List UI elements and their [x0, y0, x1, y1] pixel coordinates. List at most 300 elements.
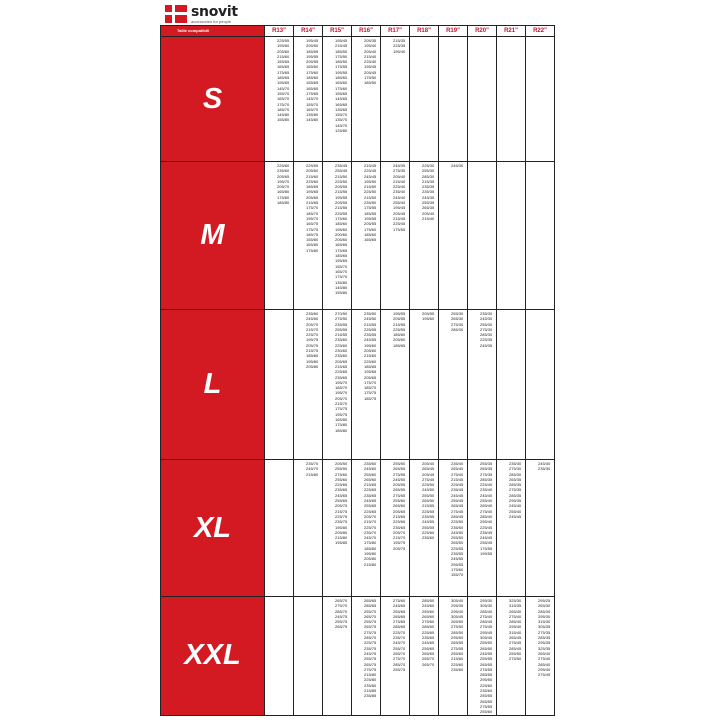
tire-size-cell [468, 460, 497, 597]
tire-size: 245/30 [451, 163, 464, 168]
tire-size: 305/35 [538, 624, 551, 630]
tire-size: 225/40 [364, 59, 377, 65]
tire-size-cell [323, 162, 352, 310]
tire-size: 265/35 [422, 205, 435, 211]
tire-size: 225/80 [364, 677, 377, 683]
tire-size: 145/70 [335, 122, 348, 128]
tire-size: 245/70 [393, 640, 406, 646]
tire-size: 255/70 [364, 608, 377, 614]
tire-size: 225/60 [306, 178, 319, 184]
tire-size: 275/75 [364, 666, 377, 672]
tire-size: 175/65 [277, 69, 290, 75]
tire-size: 255/50 [509, 650, 522, 656]
tire-size: 225/75 [364, 640, 377, 646]
rim-size-header: R19" [439, 26, 468, 37]
tire-size-cell [439, 310, 468, 460]
tire-size: 245/40 [393, 194, 406, 200]
tire-size: 245/55 [364, 337, 377, 343]
tire-size: 245/45 [480, 535, 493, 541]
tire-size: 205/55 [335, 200, 348, 206]
tire-size: 235/45 [451, 487, 464, 493]
tire-size: 265/45 [509, 635, 522, 641]
tire-size: 225/45 [393, 221, 406, 227]
rim-size-header: R16" [352, 26, 381, 37]
tire-size: 285/70 [393, 661, 406, 667]
tire-size: 215/75 [335, 508, 348, 514]
tire-size: 175/80 [364, 540, 377, 546]
tire-size: 235/60 [480, 688, 493, 694]
tire-size: 315/30 [538, 619, 551, 625]
tire-size: 185/65 [393, 342, 406, 348]
tire-size: 265/50 [480, 645, 493, 651]
tire-size: 155/70 [335, 112, 348, 118]
tire-size: 215/55 [393, 321, 406, 327]
tire-size: 315/40 [509, 629, 522, 635]
tire-size: 285/70 [335, 608, 348, 614]
tire-size: 175/50 [335, 53, 348, 59]
tire-size: 255/55 [451, 561, 464, 567]
tire-size-cell [265, 310, 294, 460]
tire-size: 175/55 [393, 226, 406, 232]
brand-tagline: accessories for people [191, 18, 232, 24]
tire-size: 265/70 [393, 650, 406, 656]
tire-size: 185/75 [306, 231, 319, 237]
tire-size: 235/65 [364, 492, 377, 498]
tire-size-cell [381, 460, 410, 597]
tire-size: 255/65 [364, 503, 377, 509]
size-label: XL [193, 511, 232, 544]
tire-size: 155/80 [306, 237, 319, 243]
tire-size: 245/50 [364, 316, 377, 322]
size-label: XXL [184, 639, 241, 672]
tire-size-cell [352, 37, 381, 162]
tire-size-cell [526, 597, 555, 716]
tire-size: 225/65 [422, 629, 435, 635]
tire-size: 215/45 [451, 476, 464, 482]
tire-size: 275/55 [393, 471, 406, 477]
tire-size: 195/55 [480, 551, 493, 557]
tire-size: 275/40 [509, 613, 522, 619]
tire-size: 215/40 [364, 53, 377, 59]
tire-size: 235/35 [422, 189, 435, 195]
tire-size: 215/60 [306, 173, 319, 179]
tire-size: 265/75 [364, 661, 377, 667]
tire-size: 255/60 [422, 608, 435, 614]
tire-size-cell [497, 162, 526, 310]
tire-size: 255/30 [422, 168, 435, 174]
tire-size-cell [265, 37, 294, 162]
tire-size: 235/65 [335, 374, 348, 380]
tire-size: 205/60 [277, 48, 290, 54]
tire-size: 205/80 [306, 363, 319, 369]
tire-size: 265/30 [538, 603, 551, 609]
tire-size: 215/80 [306, 471, 319, 477]
tire-size: 225/40 [393, 184, 406, 190]
tire-size: 175/70 [277, 101, 290, 107]
tire-size-cell [294, 310, 323, 460]
tire-size: 275/50 [451, 624, 464, 630]
tire-size-cell [526, 162, 555, 310]
tire-size: 195/75 [393, 540, 406, 546]
tire-size: 225/40 [480, 482, 493, 488]
tire-size: 255/50 [480, 640, 493, 646]
tire-size: 215/85 [364, 688, 377, 694]
tire-size: 215/70 [335, 401, 348, 407]
tire-size: 305/30 [480, 603, 493, 609]
size-row [161, 460, 555, 597]
tire-size: 215/50 [364, 184, 377, 190]
tire-size: 215/65 [393, 513, 406, 519]
tire-size: 285/65 [393, 624, 406, 630]
tire-size: 225/50 [364, 189, 377, 195]
tire-size: 155/70 [306, 101, 319, 107]
tire-size: 145/80 [335, 284, 348, 290]
tire-size: 215/65 [306, 200, 319, 206]
tire-size: 235/30 [538, 466, 551, 472]
tire-size: 215/35 [422, 178, 435, 184]
tire-size-cell [323, 460, 352, 597]
tire-size: 265/45 [451, 503, 464, 509]
tire-size: 265/30 [451, 316, 464, 322]
tire-size: 195/65 [277, 80, 290, 86]
tire-size: 255/60 [335, 476, 348, 482]
tire-size: 265/75 [364, 624, 377, 630]
tire-size-cell [468, 162, 497, 310]
tire-size: 235/65 [422, 635, 435, 641]
tire-size: 235/65 [393, 524, 406, 530]
tire-size: 205/70 [306, 321, 319, 327]
tire-size: 295/40 [480, 519, 493, 525]
tire-size: 205/35 [364, 38, 377, 43]
tire-size: 225/60 [422, 529, 435, 535]
tire-size: 235/60 [451, 666, 464, 672]
tire-size: 255/40 [509, 508, 522, 514]
tire-size: 165/60 [335, 80, 348, 86]
tire-size: 175/80 [306, 247, 319, 253]
tire-size: 230/60 [335, 348, 348, 354]
tire-size: 175/80 [335, 422, 348, 428]
tire-size: 265/50 [451, 540, 464, 546]
tire-size: 235/45 [480, 529, 493, 535]
tire-size: 195/55 [393, 311, 406, 316]
tire-size: 285/45 [509, 645, 522, 651]
tire-size: 175/50 [364, 75, 377, 81]
tire-size: 185/60 [393, 332, 406, 338]
tire-size: 255/75 [393, 666, 406, 672]
tire-size: 255/50 [451, 535, 464, 541]
tire-size: 175/60 [335, 85, 348, 91]
tire-size: 205/55 [422, 311, 435, 316]
tire-size: 195/60 [277, 43, 290, 49]
rim-size-header: R14" [294, 26, 323, 37]
tire-size: 255/40 [480, 498, 493, 504]
tire-size: 275/35 [393, 168, 406, 174]
tire-size: 155/80 [277, 117, 290, 123]
tire-size: 245/60 [364, 466, 377, 472]
tire-size: 205/55 [393, 482, 406, 488]
tire-size: 295/40 [538, 666, 551, 672]
tire-size-cell [439, 597, 468, 716]
tire-size: 195/50 [364, 178, 377, 184]
tire-size: 205/40 [422, 461, 435, 466]
tire-size: 205/70 [277, 184, 290, 190]
tire-size-cell [352, 310, 381, 460]
tire-size: 195/55 [335, 69, 348, 75]
tire-size: 275/55 [451, 645, 464, 651]
tire-size-cell [381, 162, 410, 310]
brand-logo [165, 3, 238, 25]
tire-size: 205/40 [364, 48, 377, 54]
tire-size: 175/60 [306, 69, 319, 75]
tire-size: 205/80 [364, 556, 377, 562]
tire-size: 185/80 [306, 353, 319, 359]
tire-size: 185/65 [277, 75, 290, 81]
tire-size: 145/65 [335, 96, 348, 102]
rim-size-header: R21" [497, 26, 526, 37]
tire-size-cell [352, 162, 381, 310]
tire-size: 205/40 [393, 173, 406, 179]
tire-size: 265/65 [364, 598, 377, 603]
tire-size: 225/70 [393, 629, 406, 635]
tire-size: 275/35 [480, 471, 493, 477]
tire-size: 165/80 [277, 189, 290, 195]
tire-size: 235/60 [422, 535, 435, 541]
tire-size: 215/80 [364, 672, 377, 678]
tire-size: 255/55 [480, 693, 493, 699]
tire-size: 255/35 [480, 461, 493, 466]
tire-size: 225/55 [277, 38, 290, 43]
tire-size-cell [323, 597, 352, 716]
tire-size: 235/50 [451, 524, 464, 530]
tire-size: 295/40 [509, 624, 522, 630]
tire-size: 215/35 [393, 38, 406, 43]
tire-size: 225/60 [451, 661, 464, 667]
tire-size: 245/40 [509, 503, 522, 509]
tire-size: 255/60 [393, 498, 406, 504]
tire-size: 215/70 [306, 326, 319, 332]
tire-size: 265/65 [393, 613, 406, 619]
tire-size-cell [497, 460, 526, 597]
tire-size: 125/80 [335, 128, 348, 134]
tire-size: 255/55 [422, 524, 435, 530]
tire-size: 165/70 [277, 96, 290, 102]
tire-size: 185/55 [306, 48, 319, 54]
tire-size: 175/60 [451, 566, 464, 572]
tire-size-cell [526, 37, 555, 162]
tire-size: 235/60 [306, 311, 319, 316]
tire-size: 225/75 [335, 513, 348, 519]
tire-size-cell [294, 37, 323, 162]
tire-size: 285/45 [451, 513, 464, 519]
tire-size: 205/75 [393, 545, 406, 551]
tire-size: 205/65 [393, 508, 406, 514]
tire-size: 165/80 [306, 242, 319, 248]
tire-size: 155/65 [306, 80, 319, 86]
tire-size: 275/65 [393, 619, 406, 625]
tire-size-cell [410, 162, 439, 310]
tire-size: 245/40 [480, 492, 493, 498]
tire-size: 185/65 [335, 253, 348, 259]
tire-size: 205/45 [422, 471, 435, 477]
tire-size: 275/70 [335, 603, 348, 609]
tire-size: 245/75 [364, 650, 377, 656]
tire-size: 165/80 [335, 416, 348, 422]
tire-size: 285/35 [480, 476, 493, 482]
tire-size: 155/70 [277, 90, 290, 96]
tire-size: 145/70 [306, 96, 319, 102]
tire-size: 205/65 [277, 173, 290, 179]
tire-size: 185/65 [364, 363, 377, 369]
tire-size: 245/30 [480, 316, 493, 322]
tire-size: 215/80 [335, 535, 348, 541]
tire-size-cell [410, 460, 439, 597]
tire-size: 235/70 [364, 529, 377, 535]
tire-size: 255/70 [422, 656, 435, 662]
tire-size: 235/60 [364, 461, 377, 466]
tire-size: 225/60 [277, 163, 290, 168]
tire-size: 295/35 [451, 603, 464, 609]
tire-size: 245/70 [364, 535, 377, 541]
tire-size: 285/45 [480, 619, 493, 625]
tire-size: 235/55 [364, 332, 377, 338]
tire-size: 165/70 [306, 106, 319, 112]
tire-size: 225/60 [364, 358, 377, 364]
size-label: L [203, 368, 222, 400]
tire-size: 255/45 [451, 498, 464, 504]
tire-size: 205/50 [335, 461, 348, 466]
tire-size: 215/40 [422, 215, 435, 221]
tire-size: 235/70 [393, 635, 406, 641]
tire-size: 195/80 [306, 358, 319, 364]
size-category-cell [161, 162, 265, 310]
tire-size: 235/55 [335, 321, 348, 327]
tire-size: 195/75 [306, 337, 319, 343]
tire-size: 195/60 [364, 342, 377, 348]
tire-size: 225/45 [451, 482, 464, 488]
tire-size: 195/85 [335, 540, 348, 546]
tire-size: 255/65 [335, 498, 348, 504]
tire-size: 225/65 [335, 369, 348, 375]
tire-size: 255/75 [364, 619, 377, 625]
tire-size: 215/55 [335, 332, 348, 338]
tire-size: 235/30 [480, 311, 493, 316]
tire-size: 275/50 [335, 316, 348, 322]
size-row [161, 162, 555, 310]
tire-size: 255/45 [480, 540, 493, 546]
tire-size: 205/45 [364, 69, 377, 75]
tire-size: 255/55 [335, 326, 348, 332]
tire-size: 245/45 [364, 173, 377, 179]
tire-size: 275/55 [393, 492, 406, 498]
tire-size: 225/55 [393, 326, 406, 332]
tire-size: 225/45 [364, 168, 377, 174]
tire-size: 285/40 [480, 608, 493, 614]
tire-size: 225/35 [480, 337, 493, 343]
tire-size: 195/40 [393, 48, 406, 54]
tire-size: 175/60 [364, 226, 377, 232]
tire-size: 235/55 [451, 551, 464, 557]
tire-size: 235/85 [364, 693, 377, 699]
tire-size: 165/75 [306, 221, 319, 227]
tire-size: 135/80 [335, 279, 348, 285]
tire-size: 275/45 [422, 476, 435, 482]
tire-size: 205/80 [335, 529, 348, 535]
tire-size: 305/40 [451, 598, 464, 603]
tire-size: 175/70 [306, 205, 319, 211]
tire-size: 245/55 [422, 519, 435, 525]
size-label: S [202, 82, 223, 115]
tire-size: 235/30 [509, 461, 522, 466]
tire-size: 205/65 [306, 194, 319, 200]
tire-size: 265/55 [480, 661, 493, 667]
tire-size: 215/65 [335, 363, 348, 369]
tire-size: 275/40 [451, 471, 464, 477]
tire-size: 185/55 [364, 210, 377, 216]
tire-size-cell [497, 597, 526, 716]
rim-size-header: R20" [468, 26, 497, 37]
tire-size: 235/35 [422, 184, 435, 190]
tire-size: 285/30 [538, 608, 551, 614]
tire-size: 245/70 [306, 466, 319, 472]
tire-size: 225/65 [364, 508, 377, 514]
tire-size-cell [265, 460, 294, 597]
tire-size: 305/45 [451, 613, 464, 619]
tire-size: 185/50 [335, 48, 348, 54]
tire-size: 265/55 [393, 466, 406, 472]
tire-size: 185/80 [335, 427, 348, 433]
tire-size-cell [352, 460, 381, 597]
tire-size: 265/75 [335, 624, 348, 630]
tire-size: 195/60 [335, 226, 348, 232]
tire-size: 185/80 [277, 200, 290, 206]
tire-size: 215/45 [335, 43, 348, 49]
tire-size: 295/30 [538, 613, 551, 619]
tire-size: 275/75 [364, 629, 377, 635]
tire-size: 145/80 [306, 117, 319, 123]
tire-size: 185/50 [364, 80, 377, 86]
tire-size: 225/65 [335, 482, 348, 488]
tire-size: 225/60 [335, 342, 348, 348]
tire-size: 325/30 [509, 598, 522, 603]
tire-size: 215/40 [393, 178, 406, 184]
tire-size: 255/50 [393, 461, 406, 466]
tire-size: 165/60 [306, 64, 319, 70]
tire-size: 265/70 [364, 613, 377, 619]
corner-label: Taille compatibili [161, 26, 265, 37]
tire-size-cell [497, 37, 526, 162]
tire-size: 225/55 [422, 508, 435, 514]
tire-size: 235/80 [364, 682, 377, 688]
tire-size: 245/50 [422, 487, 435, 493]
tire-size: 245/65 [364, 498, 377, 504]
tire-size: 175/65 [335, 247, 348, 253]
tire-size: 205/65 [335, 358, 348, 364]
tire-size: 155/65 [277, 59, 290, 65]
tire-size: 245/30 [538, 461, 551, 466]
tire-size: 225/50 [451, 519, 464, 525]
size-row [161, 37, 555, 162]
tire-size: 155/70 [335, 263, 348, 269]
tire-size: 295/25 [538, 598, 551, 603]
tire-size: 255/35 [422, 200, 435, 206]
tire-size: 235/60 [277, 168, 290, 174]
tire-size: 285/55 [480, 672, 493, 678]
tire-size: 285/60 [422, 624, 435, 630]
tire-size: 215/45 [393, 215, 406, 221]
tire-size: 215/65 [364, 482, 377, 488]
tire-size: 275/40 [480, 508, 493, 514]
rim-size-header: R15" [323, 26, 352, 37]
